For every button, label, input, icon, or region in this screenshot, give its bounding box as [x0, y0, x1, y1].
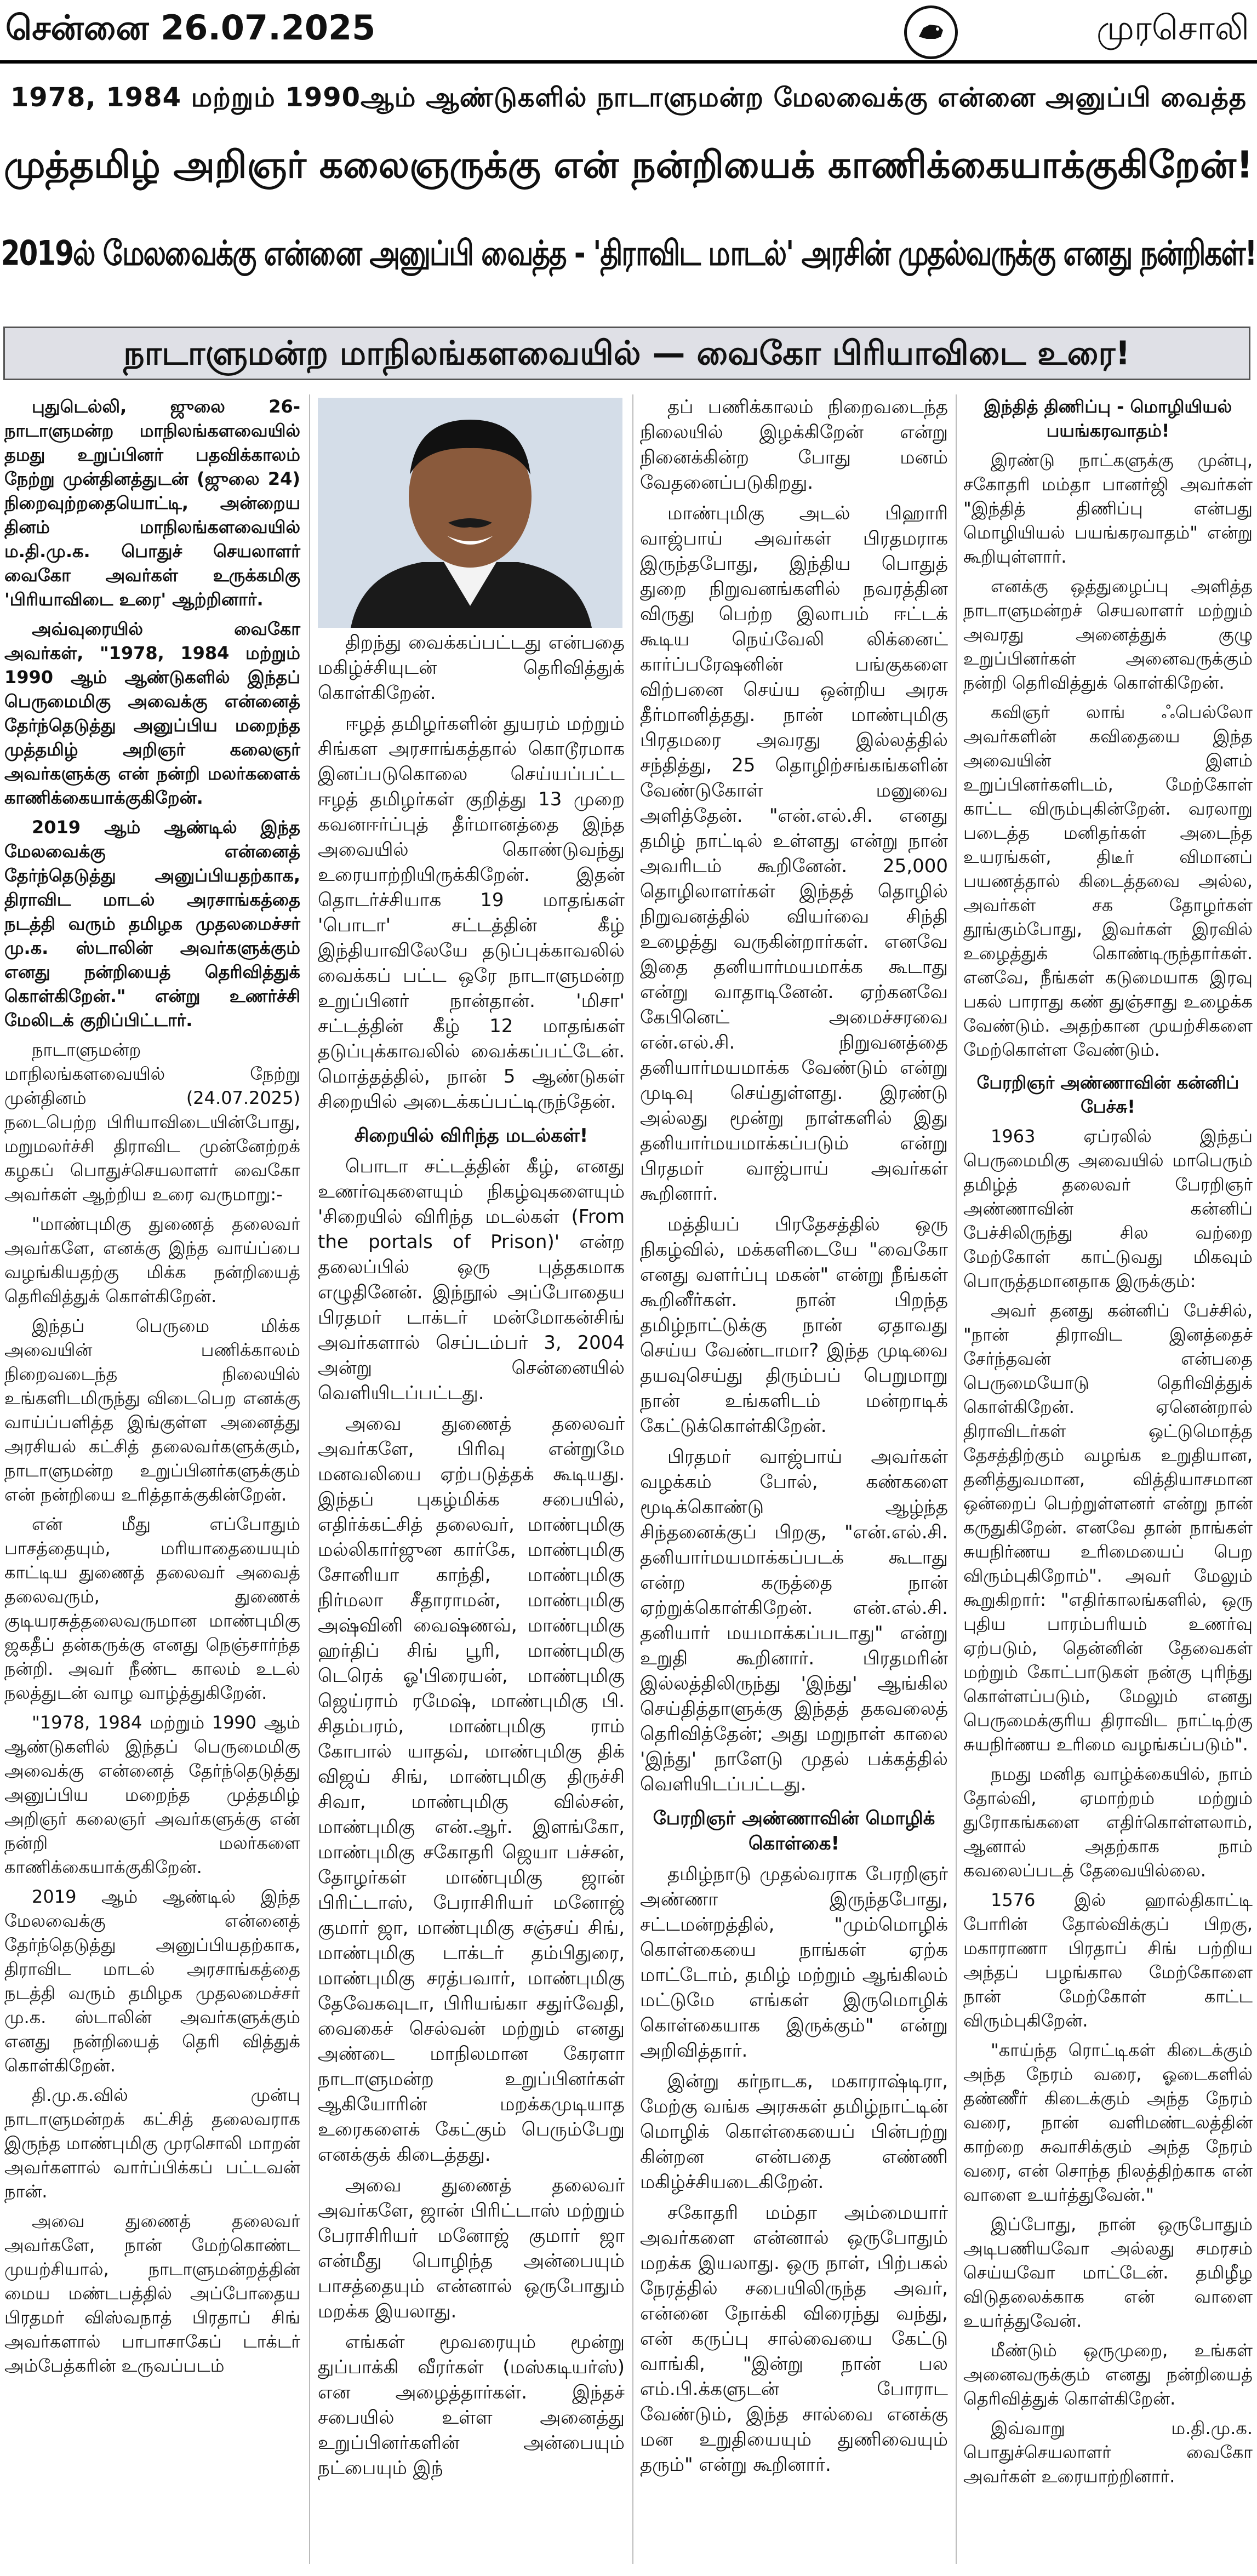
article-paragraph: அவர் தனது கன்னிப் பேச்சில், "நான் திராவிட இனத்தைச் சேர்ந்தவன் என்பதை பெருமையோடு தெரிவித்துக் கொள்கிறேன். ஏனென்றால் திராவிடர்கள் ஒட்டுமொத்த தேசத்திற்கும் வழங்க உறுதியான, தனித்துவமான, வித்தியாசமான ஒன்றைப் பெற்றுள்ளனர் என்று நான் கருதுகிறேன். எனவே தான் நாங்கள் சுயநிர்ணய உரிமையைப் பெற விரும்புகிறோம்". அவர் மேலும் கூறுகிறார்: "எதிர்காலங்களில், ஒரு புதிய பாரம்பரியம் உணர்வு ஏற்படும், தென்னின் தேவைகள் மற்றும் கோட்பாடுகள் நன்கு புரிந்து கொள்ளப்படும், மேலும் எனது பெருமைக்குரிய திராவிட நாட்டிற்கு சுயநிர்ணய உரிமை வழங்கப்படும்".	[963, 1300, 1253, 1755]
article-paragraph: 2019 ஆம் ஆண்டில் இந்த மேலவைக்கு என்னைத் தேர்ந்தெடுத்து அனுப்பியதற்காக, திராவிட மாடல் அரசாங்கத்தை நடத்தி வரும் தமிழக முதலமைச்சர் மு.க. ஸ்டாலின் அவர்களுக்கும் எனது நன்றியைத் தெரி வித்துக் கொள்கிறேன்.	[4, 1886, 300, 2076]
section-subheading: சிறையில் விரிந்த மடல்கள்!	[354, 1125, 588, 1147]
article-column-1	[4, 394, 300, 2383]
headline-line-2: முத்தமிழ் அறிஞர் கலைஞருக்கு என் நன்றியைக் காணிக்கையாக்குகிறேன்!	[4, 144, 1253, 187]
article-paragraph: மத்தியப் பிரதேசத்தில் ஒரு நிகழ்வில், மக்களிடையே "வைகோ எனது வளர்ப்பு மகன்" என்று நீங்கள் கூறினீர்கள். நான் பிறந்த தமிழ்நாட்டுக்கு நான் ஏதாவது செய்ய வேண்டாமா? இந்த முடிவை தயவுசெய்து திரும்பப் பெறுமாறு நான் உங்களிடம் மன்றாடிக் கேட்டுக்கொள்கிறேன்.	[640, 1213, 948, 1437]
article-paragraph: பொடா சட்டத்தின் கீழ், எனது உணர்வுகளையும் நிகழ்வுகளையும் 'சிறையில் விரிந்த மடல்கள் (From the portals of Prison)' என்ற தலைப்பில் ஒரு புத்தகமாக எழுதினேன். இந்நூல் அப்போதைய பிரதமர் டாக்டர் மன்மோகன்சிங் அவர்களால் செப்டம்பர் 3, 2004 அன்று சென்னையில் வெளியிடப்பட்டது.	[318, 1155, 625, 1404]
article-paragraph: எங்கள் மூவரையும் மூன்று துப்பாக்கி வீரர்கள் (மஸ்கடியர்ஸ்) என அழைத்தார்கள். இந்தச் சபையில் உள்ள அனைத்து உறுப்பினர்களின் அன்பையும் நட்பையும் இந்	[318, 2331, 625, 2479]
subheadline-bar: நாடாளுமன்ற மாநிலங்களவையில் — வைகோ பிரியாவிடை உரை!	[3, 327, 1250, 380]
column-divider	[632, 394, 633, 2564]
article-column-4	[963, 394, 1253, 2494]
article-column-3	[640, 394, 948, 2483]
article-paragraph: திறந்து வைக்கப்பட்டது என்பதை மகிழ்ச்சியுடன் தெரிவித்துக் கொள்கிறேன்.	[318, 632, 625, 704]
article-paragraph: இவ்வாறு ம.தி.மு.க. பொதுச்செயலாளர் வைகோ அவர்கள் உரையாற்றினார்.	[963, 2418, 1253, 2487]
headline-line-1: 1978, 1984 மற்றும் 1990ஆம் ஆண்டுகளில் நாடாளுமன்ற மேலவைக்கு என்னை அனுப்பி வைத்த	[10, 82, 1247, 113]
speaker-photo	[318, 398, 622, 628]
article-paragraph: ஈழத் தமிழர்களின் துயரம் மற்றும் சிங்கள அரசாங்கத்தால் கொடூரமாக இனப்படுகொலை செய்யப்பட்ட ஈழத் தமிழர்கள் குறித்து 13 முறை கவனஈர்ப்புத் தீர்மானத்தை இந்த அவையில் கொண்டுவந்து உரையாற்றியிருக்கிறேன். இதன் தொடர்ச்சியாக 19 மாதங்கள் 'பொடா' சட்டத்தின் கீழ் இந்தியாவிலேயே தடுப்புக்காவலில் வைக்கப் பட்ட ஒரே நாடாளுமன்ற உறுப்பினர் நான்தான். 'மிசா' சட்டத்தின் கீழ் 12 மாதங்கள் தடுப்புக்காவலில் வைக்கப்பட்டேன். மொத்தத்தில், நான் 5 ஆண்டுகள் சிறையில் அடைக்கப்பட்டிருந்தேன்.	[318, 713, 625, 1113]
article-paragraph: தி.மு.க.வில் முன்பு நாடாளுமன்றக் கட்சித் தலைவராக இருந்த மாண்புமிகு முரசொலி மாறன் அவர்களால் வார்ப்பிக்கப் பட்டவன் நான்.	[4, 2085, 300, 2202]
article-paragraph: மாண்புமிகு அடல் பிஹாரி வாஜ்பாய் அவர்கள் பிரதமராக இருந்தபோது, இந்திய பொதுத் துறை நிறுவனங்களில் நவரத்தின விருது பெற்ற இலாபம் ஈட்டக் கூடிய நெய்வேலி லிக்னைட் கார்ப்பரேஷனின் பங்குகளை விற்பனை செய்ய ஒன்றிய அரசு தீர்மானித்தது. நான் மாண்புமிகு பிரதமரை அவரது இல்லத்தில் சந்தித்து, 25 தொழிற்சங்கங்களின் வேண்டுகோள் மனுவை அளித்தேன். "என்.எல்.சி. எனது தமிழ் நாட்டில் உள்ளது என்று நான் அவரிடம் கூறினேன். 25,000 தொழிலாளர்கள் இந்தத் தொழில் நிறுவனத்தில் வியர்வை சிந்தி உழைத்து வருகின்றார்கள். எனவே இதை தனியார்மயமாக்க கூடாது என்று வாதாடினேன். ஏற்கனவே கேபினெட் அமைச்சரவை என்.எல்.சி. நிறுவனத்தை தனியார்மயமாக்க வேண்டும் என்று முடிவு செய்துள்ளது. இரண்டு அல்லது மூன்று நாள்களில் இது தனியார்மயமாக்கப்படும் என்று பிரதமர் வாஜ்பாய் அவர்கள் கூறினார்.	[640, 502, 948, 1205]
dateline-paragraph: புதுடெல்லி, ஜுலை 26- நாடாளுமன்ற மாநிலங்களவையில் தமது உறுப்பினர் பதவிக்காலம் நேற்று முன்தினத்துடன் (ஜுலை 24) நிறைவுற்றதையொட்டி, அன்றைய தினம் மாநிலங்களவையில் ம.தி.மு.க. பொதுச் செயலாளர் வைகோ அவர்கள் உருக்கமிகு 'பிரியாவிடை உரை' ஆற்றினார்.	[4, 396, 300, 610]
article-column-2	[318, 630, 625, 2486]
article-paragraph: நாடாளுமன்ற மாநிலங்களவையில் நேற்று முன்தினம் (24.07.2025) நடைபெற்ற பிரியாவிடையின்போது, மறுமலர்ச்சி திராவிட முன்னேற்றக் கழகப் பொதுச்செயலாளர் வைகோ அவர்கள் ஆற்றிய உரை வருமாறு:-	[4, 1039, 300, 1205]
section-subheading: பேரறிஞர் அண்ணாவின் கன்னிப் பேச்சு!	[976, 1072, 1239, 1117]
date-line: சென்னை 26.07.2025	[5, 8, 376, 48]
masthead	[0, 0, 1257, 64]
article-paragraph: என் மீது எப்போதும் பாசத்தையும், மரியாதையையும் காட்டிய துணைத் தலைவர் அவைத் தலைவரும், துணைக் குடியரசுத்தலைவருமான மாண்புமிகு ஜகதீப் தன்கருக்கு எனது நெஞ்சார்ந்த நன்றி. அவர் நீண்ட காலம் உடல் நலத்துடன் வாழ வாழ்த்துகிறேன்.	[4, 1514, 300, 1703]
headline-main: 2019ல் மேலவைக்கு என்னை அனுப்பி வைத்த - 'திராவிட மாடல்' அரசின் முதல்வருக்கு எனது நன்றிகள்!	[1, 233, 1256, 273]
column-divider	[956, 394, 957, 2564]
article-paragraph: "1978, 1984 மற்றும் 1990 ஆம் ஆண்டுகளில் இந்தப் பெருமைமிகு அவைக்கு என்னைத் தேர்ந்தெடுத்து அனுப்பிய மறைந்த முத்தமிழ் அறிஞர் கலைஞர் அவர்களுக்கு என் நன்றி மலர்களை காணிக்கையாக்குகிறேன்.	[4, 1712, 300, 1877]
article-paragraph: சகோதரி மம்தா அம்மையார் அவர்களை என்னால் ஒருபோதும் மறக்க இயலாது. ஒரு நாள், பிற்பகல் நேரத்தில் சபையிலிருந்த அவர், என்னை நோக்கி விரைந்து வந்து, என் கருப்பு சால்வையை கேட்டு வாங்கி, "இன்று நான் பல எம்.பி.க்களுடன் போராட வேண்டும், இந்த சால்வை எனக்கு மன உறுதியையும் துணிவையும் தரும்" என்று கூறினார்.	[640, 2202, 948, 2476]
article-paragraph: "காய்ந்த ரொட்டிகள் கிடைக்கும் அந்த நேரம் வரை, ஓடைகளில் தண்ணீர் கிடைக்கும் அந்த நேரம் வரை, நான் வளிமண்டலத்தின் காற்றை சுவாசிக்கும் அந்த நேரம் வரை, என் சொந்த நிலத்திற்காக என் வாளை உயர்த்துவேன்."	[963, 2040, 1253, 2205]
article-paragraph: கவிஞர் லாங் ஃபெல்லோ அவர்களின் கவிதையை இந்த அவையின் இளம் உறுப்பினர்களிடம், மேற்கோள் காட்ட விரும்புகின்றேன். வரலாறு படைத்த மனிதர்கள் அடைந்த உயரங்கள், திடீர் விமானப் பயணத்தால் கிடைத்தவை அல்ல, அவர்கள் சக தோழர்கள் தூங்கும்போது, இவர்கள் இரவில் உழைத்துக் கொண்டிருந்தார்கள். எனவே, நீங்கள் கடுமையாக இரவு பகல் பாராது கண் துஞ்சாது உழைக்க வேண்டும். அதற்கான முயற்சிகளை மேற்கொள்ள வேண்டும்.	[963, 702, 1253, 1060]
article-paragraph: பிரதமர் வாஜ்பாய் அவர்கள் வழக்கம் போல், கண்களை மூடிக்கொண்டு ஆழ்ந்த சிந்தனைக்குப் பிறகு, "என்.எல்.சி. தனியார்மயமாக்கப்படக் கூடாது என்ற கருத்தை நான் ஏற்றுக்கொள்கிறேன். என்.எல்.சி. தனியார் மயமாக்கப்படாது" என்று உறுதி கூறினார். பிரதமரின் இல்லத்திலிருந்து 'இந்து' ஆங்கில செய்தித்தாளுக்கு இந்தத் தகவலைத் தெரிவித்தேன்; அது மறுநாள் காலை 'இந்து' நாளேடு முதல் பக்கத்தில் வெளியிடப்பட்டது.	[640, 1446, 948, 1795]
article-paragraph: இன்று கர்நாடக, மகாராஷ்டிரா, மேற்கு வங்க அரசுகள் தமிழ்நாட்டின் மொழிக் கொள்கையைப் பின்பற்று கின்றன என்பதை எண்ணி மகிழ்ச்சியடைகிறேன்.	[640, 2070, 948, 2193]
article-paragraph: எனக்கு ஒத்துழைப்பு அளித்த நாடாளுமன்றச் செயலாளர் மற்றும் அவரது அனைத்துக் குழு உறுப்பினர்கள் அனைவருக்கும் நன்றி தெரிவித்துக் கொள்கிறேன்.	[963, 576, 1253, 693]
paper-name: முரசொலி	[1096, 8, 1249, 48]
article-paragraph: தமிழ்நாடு முதல்வராக பேரறிஞர் அண்ணா இருந்தபோது, சட்டமன்றத்தில், "மும்மொழிக் கொள்கையை நாங்கள் ஏற்க மாட்டோம், தமிழ் மற்றும் ஆங்கிலம் மட்டுமே எங்கள் இருமொழிக் கொள்கையாக இருக்கும்" என்று அறிவித்தார்.	[640, 1863, 948, 2062]
article-paragraph: அவை துணைத் தலைவர் அவர்களே, பிரிவு என்றுமே மனவலியை ஏற்படுத்தக் கூடியது. இந்தப் புகழ்மிக்க சபையில், எதிர்க்கட்சித் தலைவர், மாண்புமிகு மல்லிகார்ஜுன கார்கே, மாண்புமிகு சோனியா காந்தி, மாண்புமிகு நிர்மலா சீதாராமன், மாண்புமிகு அஷ்வினி வைஷ்ணவ், மாண்புமிகு ஹர்திப் சிங் பூரி, மாண்புமிகு டெரெக் ஓ'பிரையன், மாண்புமிகு ஜெய்ராம் ரமேஷ், மாண்புமிகு பி. சிதம்பரம், மாண்புமிகு ராம் கோபால் யாதவ், மாண்புமிகு திக் விஜய் சிங், மாண்புமிகு திருச்சி சிவா, மாண்புமிகு வில்சன், மாண்புமிகு என்.ஆர். இளங்கோ, மாண்புமிகு சகோதரி ஜெயா பச்சன், தோழர்கள் மாண்புமிகு ஜான் பிரிட்டாஸ், பேராசிரியர் மனோஜ் குமார் ஜா, மாண்புமிகு சஞ்சய் சிங், மாண்புமிகு டாக்டர் தம்பிதுரை, மாண்புமிகு சரத்பவார், மாண்புமிகு தேவேகவுடா, பிரியங்கா சதுர்வேதி, வைகைச் செல்வன் மற்றும் எனது அண்டை மாநிலமான கேரளா நாடாளுமன்ற உறுப்பினர்கள் ஆகியோரின் மறக்கமுடியாத உரைகளைக் கேட்கும் பெரும்பேறு எனக்குக் கிடைத்தது.	[318, 1413, 625, 2166]
article-paragraph: தப் பணிக்காலம் நிறைவடைந்த நிலையில் இழக்கிறேன் என்று நினைக்கின்ற போது மனம் வேதனைப்படுகிறது.	[640, 396, 948, 494]
article-paragraph: நமது மனித வாழ்க்கையில், நாம் தோல்வி, ஏமாற்றம் மற்றும் துரோகங்களை எதிர்கொள்ளலாம், ஆனால் அதற்காக நாம் கவலைப்படத் தேவையில்லை.	[963, 1764, 1253, 1881]
section-subheading: பேரறிஞர் அண்ணாவின் மொழிக் கொள்கை!	[653, 1807, 935, 1854]
article-paragraph: இந்தப் பெருமை மிக்க அவையின் பணிக்காலம் நிறைவடைந்த நிலையில் உங்களிடமிருந்து விடைபெற எனக்கு வாய்ப்பளித்த இங்குள்ள அனைத்து அரசியல் கட்சித் தலைவர்களுக்கும், நாடாளுமன்ற உறுப்பினர்களுக்கும் என் நன்றியை உரித்தாக்குகின்றேன்.	[4, 1315, 300, 1505]
article-paragraph: இரண்டு நாட்களுக்கு முன்பு, சகோதரி மம்தா பானர்ஜி அவர்கள் "இந்தித் திணிப்பு என்பது மொழியியல் பயங்கரவாதம்" என்று கூறியுள்ளார்.	[963, 450, 1253, 567]
article-paragraph: அவ்வுரையில் வைகோ அவர்கள், "1978, 1984 மற்றும் 1990 ஆம் ஆண்டுகளில் இந்தப் பெருமைமிகு அவைக்கு என்னைத் தேர்ந்தெடுத்து அனுப்பிய மறைந்த முத்தமிழ் அறிஞர் கலைஞர் அவர்களுக்கு என் நன்றி மலர்களைக் காணிக்கையாக்குகிறேன்.	[4, 619, 300, 808]
article-paragraph: அவை துணைத் தலைவர் அவர்களே, நான் மேற்கொண்ட முயற்சியால், நாடாளுமன்றத்தின் மைய மண்டபத்தில் அப்போதைய பிரதமர் விஸ்வநாத் பிரதாப் சிங் அவர்களால் பாபாசாகேப் டாக்டர் அம்பேத்கரின் உருவப்படம்	[4, 2211, 300, 2376]
article-paragraph: மீண்டும் ஒருமுறை, உங்கள் அனைவருக்கும் எனது நன்றியைத் தெரிவித்துக் கொள்கிறேன்.	[963, 2340, 1253, 2409]
article-paragraph: இப்போது, நான் ஒருபோதும் அடிபணியவோ அல்லது சமரசம் செய்யவோ மாட்டேன். தமிழீழ விடுதலைக்காக என் வாளை உயர்த்துவேன்.	[963, 2214, 1253, 2331]
column-divider	[309, 394, 310, 2564]
party-emblem-icon	[904, 5, 958, 59]
article-paragraph: 1576 இல் ஹால்திகாட்டி போரின் தோல்விக்குப் பிறகு, மகாராணா பிரதாப் சிங் பற்றிய அந்தப் பழங்கால மேற்கோளை நான் மேற்கோள் காட்ட விரும்புகிறேன்.	[963, 1890, 1253, 2031]
section-subheading: இந்தித் திணிப்பு - மொழியியல் பயங்கரவாதம்!	[984, 396, 1232, 441]
article-paragraph: 2019 ஆம் ஆண்டில் இந்த மேலவைக்கு என்னைத் தேர்ந்தெடுத்து அனுப்பியதற்காக, திராவிட மாடல் அரசாங்கத்தை நடத்தி வரும் தமிழக முதலமைச்சர் மு.க. ஸ்டாலின் அவர்களுக்கும் எனது நன்றியைத் தெரிவித்துக் கொள்கிறேன்." என்று உணர்ச்சி மேலிடக் குறிப்பிட்டார்.	[4, 817, 300, 1031]
article-paragraph: "மாண்புமிகு துணைத் தலைவர் அவர்களே, எனக்கு இந்த வாய்ப்பை வழங்கியதற்கு மிக்க நன்றியைத் தெரிவித்துக் கொள்கிறேன்.	[4, 1213, 300, 1307]
article-paragraph: 1963 ஏப்ரலில் இந்தப் பெருமைமிகு அவையில் மாபெரும் தமிழ்த் தலைவர் பேரறிஞர் அண்ணாவின் கன்னிப் பேச்சிலிருந்து சில வற்றை மேற்கோள் காட்டுவது மிகவும் பொருத்தமானதாக இருக்கும்:	[963, 1126, 1253, 1291]
article-paragraph: அவை துணைத் தலைவர் அவர்களே, ஜான் பிரிட்டாஸ் மற்றும் பேராசிரியர் மனோஜ் குமார் ஜா என்மீது பொழிந்த அன்பையும் பாசத்தையும் என்னால் ஒருபோதும் மறக்க இயலாது.	[318, 2174, 625, 2322]
